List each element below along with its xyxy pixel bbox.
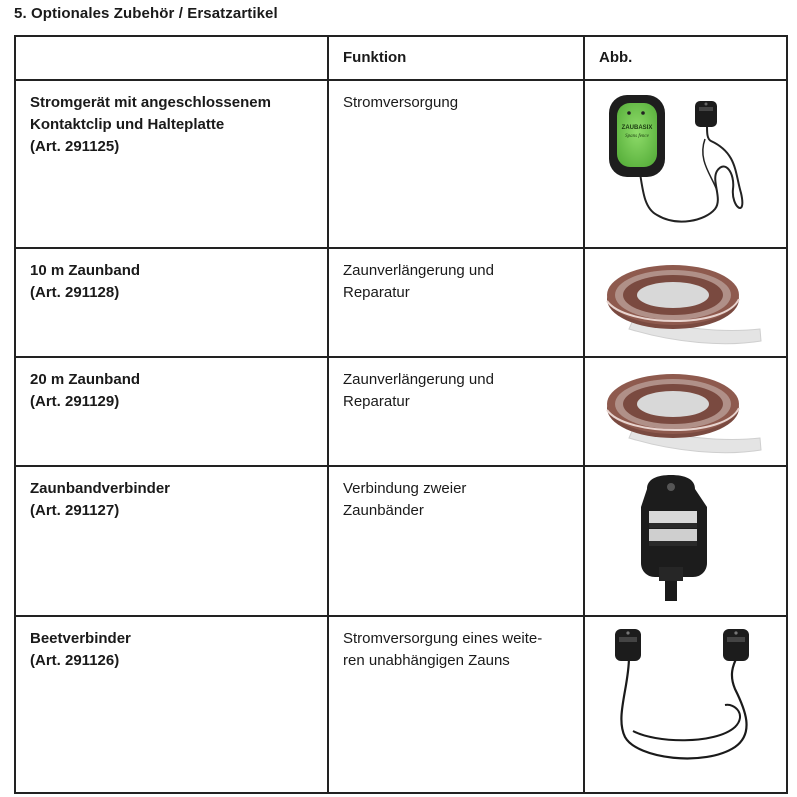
item-article-number: (Art. 291127) <box>30 502 120 519</box>
item-function-line: Verbindung zweier <box>343 480 467 497</box>
table-row <box>15 248 787 357</box>
tape-roll-image <box>585 358 785 463</box>
item-image-cell <box>584 616 787 793</box>
bed-connector-image <box>585 617 785 789</box>
item-function-line: ren unabhängigen Zauns <box>343 652 510 669</box>
section-title: 5. Optionales Zubehör / Ersatzartikel <box>14 5 278 22</box>
accessories-table <box>14 35 788 794</box>
item-name-line: Beetverbinder <box>30 630 131 647</box>
item-function-cell <box>328 248 584 357</box>
item-function-line: Zaunverlängerung und <box>343 371 494 388</box>
header-cell-item <box>15 36 328 80</box>
item-image-cell <box>584 80 787 248</box>
item-name-line: 20 m Zaunband <box>30 371 141 388</box>
item-name-cell <box>15 248 328 357</box>
header-cell-function: Funktion <box>328 36 584 80</box>
table-row <box>15 357 787 466</box>
item-function-cell <box>328 616 584 793</box>
device-label-sub: Spans fence <box>625 134 649 139</box>
item-name-line: 10 m Zaunband <box>30 262 141 279</box>
item-name-cell <box>15 80 328 248</box>
item-function-line: Stromversorgung <box>343 94 459 111</box>
table-row <box>15 466 787 616</box>
item-article-number: (Art. 291128) <box>30 284 120 301</box>
item-article-number: (Art. 291129) <box>30 393 120 410</box>
item-image-cell <box>584 248 787 357</box>
item-name-cell <box>15 466 328 616</box>
item-name-cell <box>15 357 328 466</box>
table-row <box>15 80 787 248</box>
item-function-line: Reparatur <box>343 393 410 410</box>
power-unit-image <box>585 81 785 245</box>
item-article-number: (Art. 291125) <box>30 138 120 155</box>
item-function-line: Zaunbänder <box>343 502 424 519</box>
item-function-line: Reparatur <box>343 284 410 301</box>
header-cell-image: Abb. <box>584 36 787 80</box>
device-label-brand: ZAUBASIX <box>621 125 653 131</box>
tape-connector-image <box>585 467 785 613</box>
table-header-row <box>15 36 787 80</box>
item-article-number: (Art. 291126) <box>30 652 120 669</box>
item-function-line: Zaunverlängerung und <box>343 262 494 279</box>
item-image-cell <box>584 466 787 616</box>
item-image-cell <box>584 357 787 466</box>
tape-roll-image <box>585 249 785 354</box>
item-name-line: Kontaktclip und Halteplatte <box>30 116 225 133</box>
item-function-cell <box>328 80 584 248</box>
item-name-line: Zaunbandverbinder <box>30 480 171 497</box>
item-function-line: Stromversorgung eines weite- <box>343 630 543 647</box>
item-name-cell <box>15 616 328 793</box>
item-function-cell <box>328 357 584 466</box>
table-row <box>15 616 787 793</box>
item-name-line: Stromgerät mit angeschlossenem <box>30 94 271 111</box>
item-function-cell <box>328 466 584 616</box>
